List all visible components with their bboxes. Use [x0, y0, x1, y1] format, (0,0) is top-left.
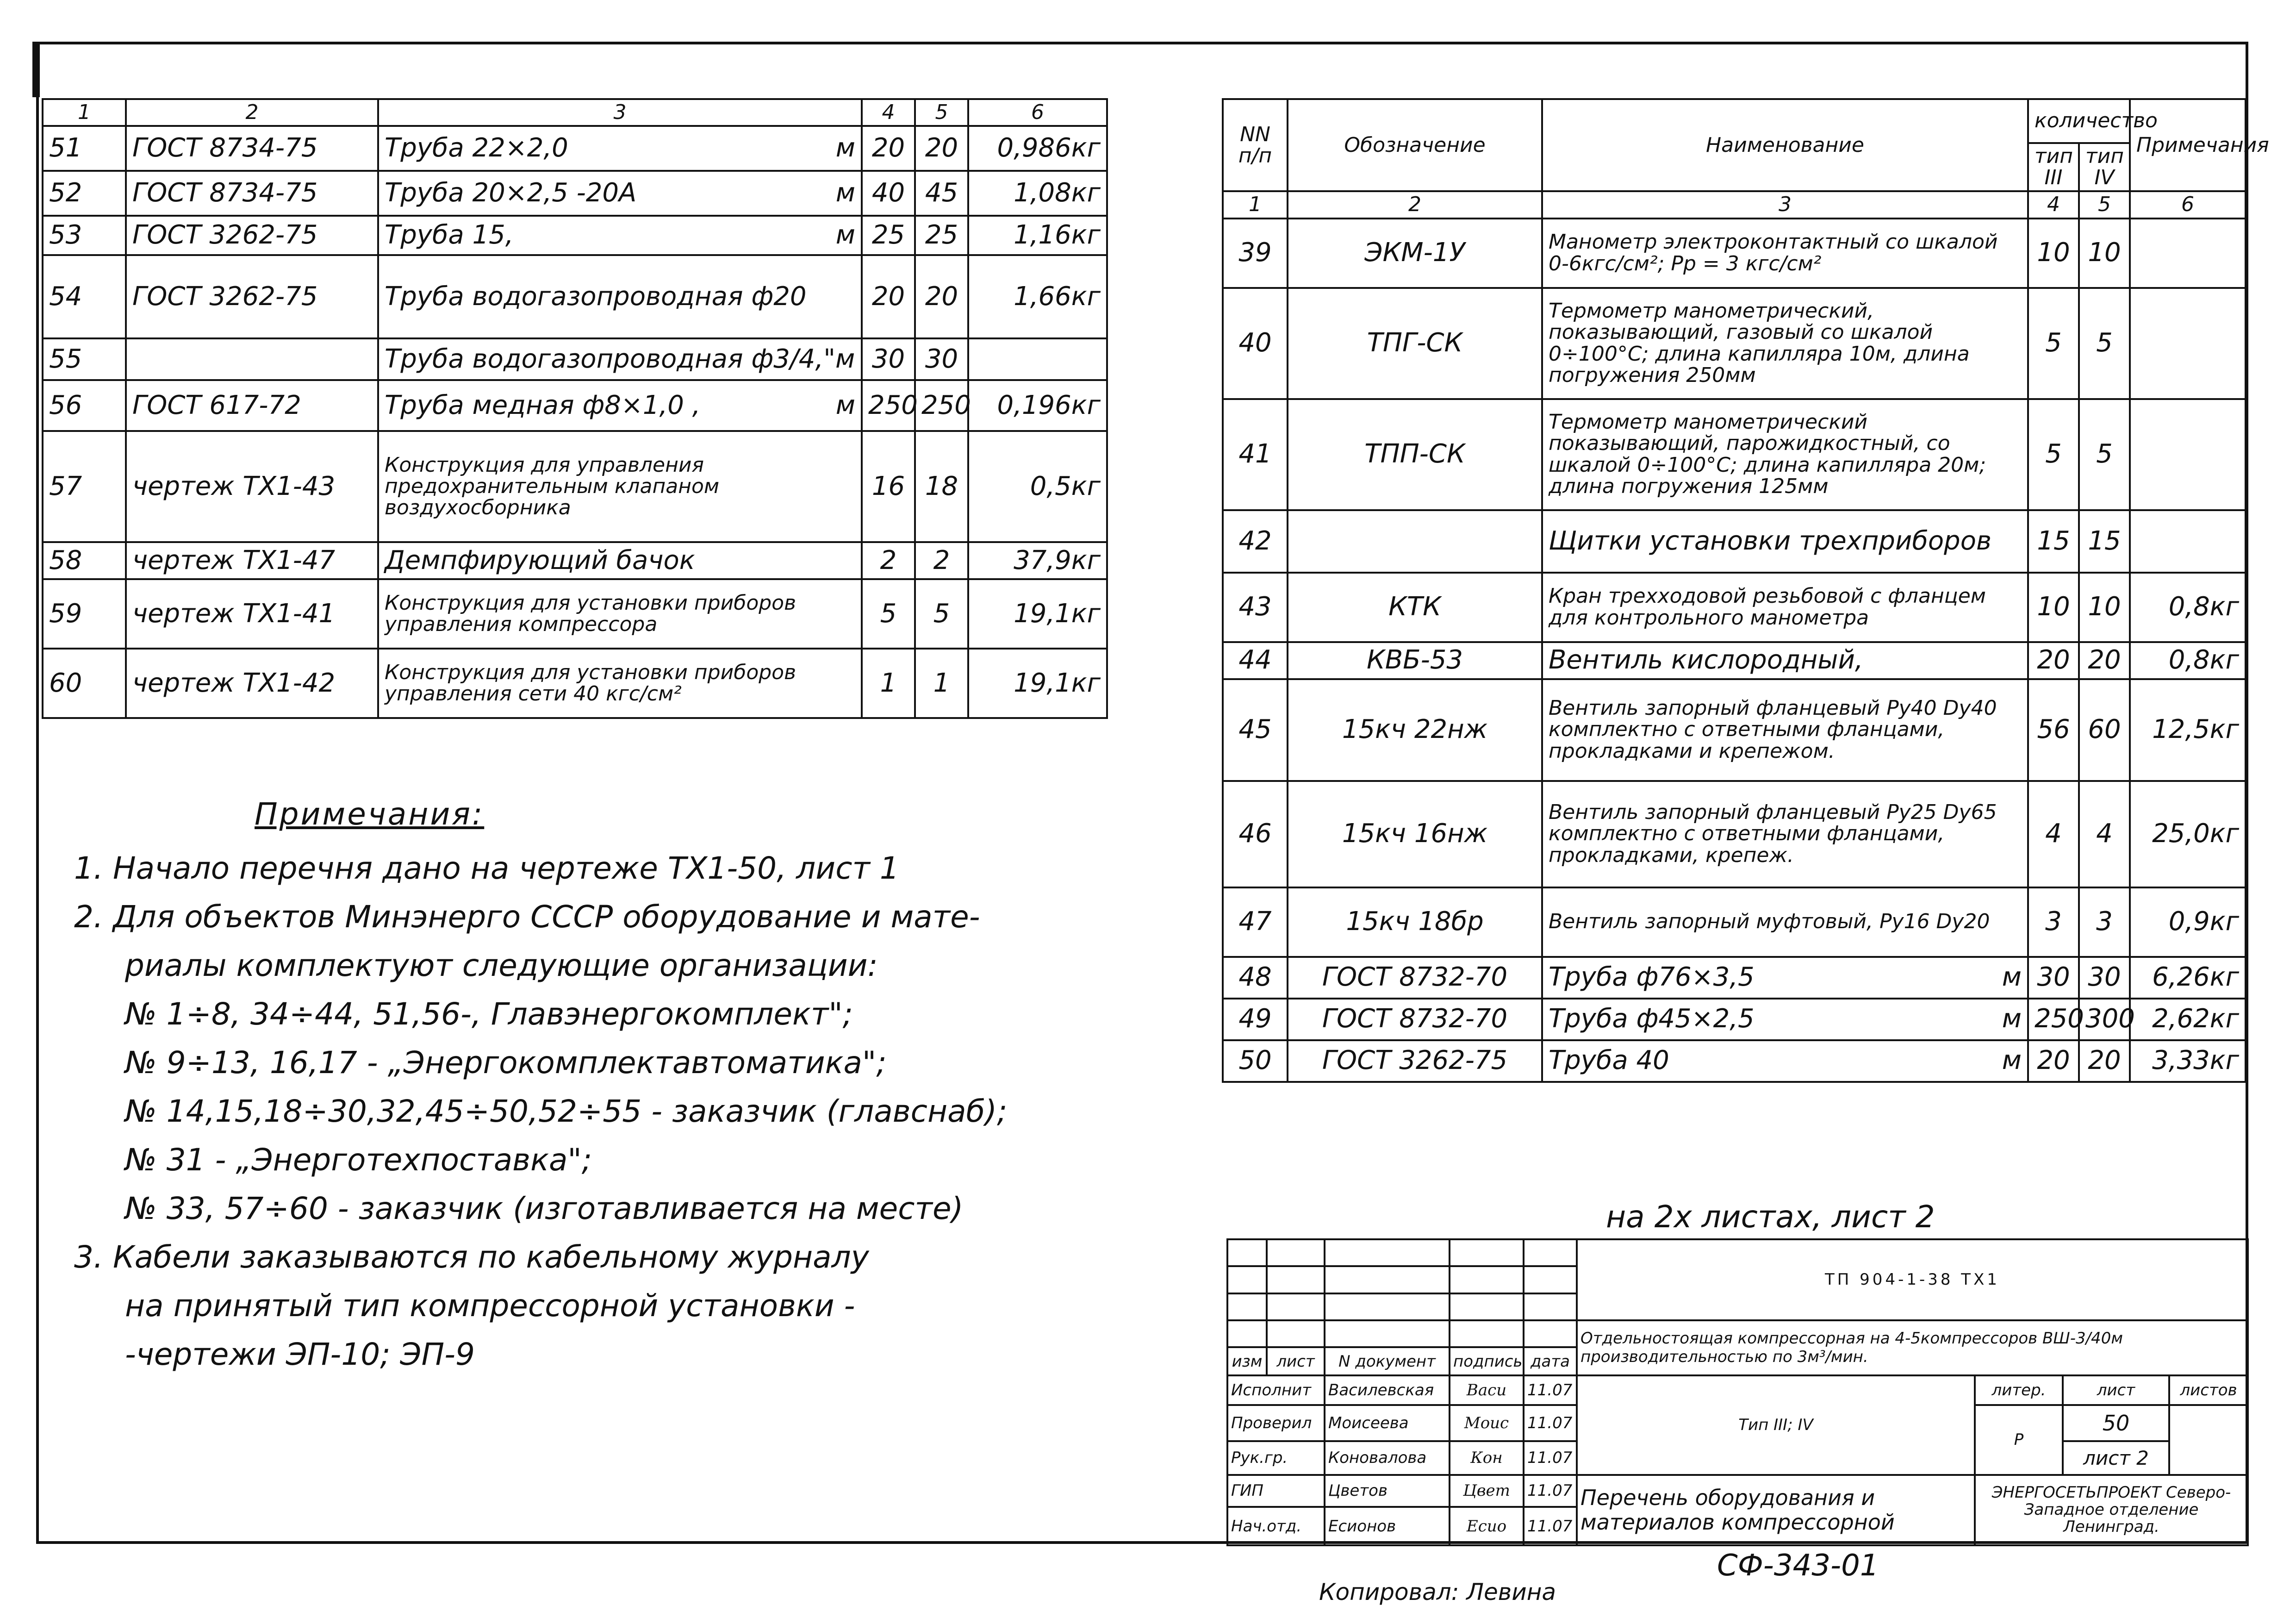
- row-unit: м: [835, 178, 855, 208]
- row-note: 25,0кг: [2130, 781, 2246, 887]
- row-number: 54: [43, 255, 126, 338]
- signer-name: Василевская: [1325, 1375, 1450, 1405]
- row-number: 46: [1223, 781, 1288, 887]
- sheets-note: на 2х листах, лист 2: [1606, 1199, 1935, 1235]
- row-number: 51: [43, 126, 126, 171]
- caption-sheet: лист: [1267, 1347, 1325, 1375]
- row-qty-type4: 300: [2079, 999, 2130, 1040]
- col-6-number: 6: [2130, 191, 2246, 218]
- row-name: [378, 380, 862, 431]
- row-mass: 1,66кг: [968, 255, 1107, 338]
- row-qty-type3: 20: [862, 255, 915, 338]
- row-number: 53: [43, 216, 126, 255]
- signer-date: 11.07: [1524, 1441, 1577, 1474]
- table-row: [43, 126, 1107, 171]
- row-qty-type3: 56: [2028, 679, 2079, 781]
- table-row: [43, 171, 1107, 216]
- notes-block: [74, 796, 1139, 1385]
- caption-signature: подпись: [1450, 1347, 1524, 1375]
- row-designation: ТПГ-СК: [1288, 288, 1542, 399]
- row-number: 57: [43, 431, 126, 542]
- row-qty-type4: 20: [915, 255, 968, 338]
- note-line: -чертежи ЭП-10; ЭП-9: [125, 1337, 475, 1372]
- type-label: Тип III; IV: [1577, 1375, 1975, 1474]
- signer-role: Исполнит: [1227, 1375, 1325, 1405]
- row-qty-type3: 250: [2028, 999, 2079, 1040]
- signer-name: Есионов: [1325, 1507, 1450, 1545]
- row-qty-type3: 20: [862, 126, 915, 171]
- signer-signature: Кон: [1450, 1441, 1524, 1474]
- row-qty-type3: 2: [862, 542, 915, 579]
- row-name: Манометр электроконтактный со шкалой 0-6кгс/см²; Рр = 3 кгс/см²: [1542, 219, 2028, 288]
- row-mass: 37,9кг: [968, 542, 1107, 579]
- row-qty-type3: 250: [862, 380, 915, 431]
- row-document: ГОСТ 8734-75: [126, 126, 378, 171]
- col-2-number: 2: [1288, 191, 1542, 218]
- row-unit: м: [835, 133, 855, 163]
- row-number: 58: [43, 542, 126, 579]
- row-qty-type4: 2: [915, 542, 968, 579]
- row-name: Конструкция для установки приборов управления компрессора: [378, 579, 862, 649]
- row-note: [2130, 510, 2246, 573]
- row-mass: [968, 338, 1107, 380]
- table-row: [1223, 219, 2246, 288]
- row-name-text: Труба ф45×2,5: [1549, 1004, 1755, 1034]
- row-name: Конструкция для управления предохранительным клапаном воздухосборника: [378, 431, 862, 542]
- table-row: [43, 542, 1107, 579]
- signer-role: Рук.гр.: [1227, 1441, 1325, 1474]
- row-mass: 0,986кг: [968, 126, 1107, 171]
- row-qty-type4: 30: [915, 338, 968, 380]
- row-qty-type4: 10: [2079, 219, 2130, 288]
- row-qty-type4: 18: [915, 431, 968, 542]
- row-designation: ЭКМ-1У: [1288, 219, 1542, 288]
- table-row: [1223, 1040, 2246, 1082]
- table-row: [1223, 957, 2246, 999]
- signer-signature: Васи: [1450, 1375, 1524, 1405]
- signer-date: 11.07: [1524, 1405, 1577, 1442]
- signer-date: 11.07: [1524, 1375, 1577, 1405]
- notes-header: Примечания: [2130, 99, 2246, 191]
- designation-header: Обозначение: [1288, 99, 1542, 191]
- row-qty-type3: 1: [862, 649, 915, 718]
- row-number: 39: [1223, 219, 1288, 288]
- row-unit: м: [2002, 962, 2022, 993]
- row-mass: 0,5кг: [968, 431, 1107, 542]
- notes-title: Примечания:: [255, 796, 485, 832]
- col-6-header: 6: [968, 99, 1107, 126]
- table-row: [1223, 642, 2246, 679]
- signer-role: Проверил: [1227, 1405, 1325, 1442]
- row-name: [1542, 999, 2028, 1040]
- row-number: 59: [43, 579, 126, 649]
- row-name: Щитки установки трехприборов: [1542, 510, 2028, 573]
- row-note: 2,62кг: [2130, 999, 2246, 1040]
- row-number: 42: [1223, 510, 1288, 573]
- row-qty-type3: 5: [2028, 288, 2079, 399]
- row-mass: 1,08кг: [968, 171, 1107, 216]
- row-number: 50: [1223, 1040, 1288, 1082]
- organization: ЭНЕРГОСЕТЬПРОЕКТ Северо-Западное отделение Ленинград.: [1975, 1475, 2248, 1546]
- row-qty-type4: 20: [2079, 1040, 2130, 1082]
- note-line: № 31 - „Энерготехпоставка";: [125, 1142, 592, 1178]
- signer-role: Нач.отд.: [1227, 1507, 1325, 1545]
- type4-header: тип IV: [2079, 143, 2130, 191]
- row-note: 0,8кг: [2130, 642, 2246, 679]
- col-3-header: 3: [378, 99, 862, 126]
- row-designation: 15кч 22нж: [1288, 679, 1542, 781]
- table-row: [1223, 573, 2246, 642]
- row-qty-type4: 4: [2079, 781, 2130, 887]
- row-name-text: Труба 40: [1549, 1045, 1669, 1076]
- row-number: 47: [1223, 887, 1288, 957]
- caption-date: дата: [1524, 1347, 1577, 1375]
- row-name: Труба водогазопроводная ф20: [378, 255, 862, 338]
- row-name: Вентиль запорный фланцевый Ру40 Dу40 комплектно с ответными фланцами, прокладками и крепежом.: [1542, 679, 2028, 781]
- table-row: [1223, 679, 2246, 781]
- row-note: 0,9кг: [2130, 887, 2246, 957]
- row-document: [126, 338, 378, 380]
- quantity-header: количество: [2028, 99, 2130, 143]
- row-name-text: Труба 20×2,5 -20А: [385, 178, 637, 208]
- row-number: 52: [43, 171, 126, 216]
- row-designation: ГОСТ 8732-70: [1288, 957, 1542, 999]
- row-document: ГОСТ 617-72: [126, 380, 378, 431]
- right-table-header: [1223, 99, 2246, 143]
- row-qty-type3: 4: [2028, 781, 2079, 887]
- row-designation: 15кч 16нж: [1288, 781, 1542, 887]
- row-qty-type4: 250: [915, 380, 968, 431]
- row-qty-type3: 10: [2028, 219, 2079, 288]
- row-mass: 19,1кг: [968, 649, 1107, 718]
- row-name: Кран трехходовой резьбовой с фланцем для контрольного манометра: [1542, 573, 2028, 642]
- signer-role: ГИП: [1227, 1475, 1325, 1507]
- left-equipment-table: [42, 98, 1108, 719]
- row-mass: 0,196кг: [968, 380, 1107, 431]
- project-description: Отдельностоящая компрессорная на 4-5компрессоров ВШ-3/40м производительностью по 3м³/мин.: [1577, 1320, 2248, 1375]
- sheet-number: 50: [2063, 1405, 2169, 1442]
- row-qty-type3: 20: [2028, 642, 2079, 679]
- note-line: 2. Для объектов Минэнерго СССР оборудование и мате-: [74, 899, 980, 935]
- signer-signature: Цвет: [1450, 1475, 1524, 1507]
- row-number: 43: [1223, 573, 1288, 642]
- note-line: № 14,15,18÷30,32,45÷50,52÷55 - заказчик (главснаб);: [125, 1093, 1008, 1129]
- nn-header: NN п/п: [1223, 99, 1288, 191]
- row-name: Термометр манометрический показывающий, парожидкостный, со шкалой 0÷100°С; длина капилляра 20м; длина погружения 125мм: [1542, 399, 2028, 510]
- row-qty-type3: 20: [2028, 1040, 2079, 1082]
- row-qty-type3: 16: [862, 431, 915, 542]
- row-designation: КВБ-53: [1288, 642, 1542, 679]
- signer-name: Коновалова: [1325, 1441, 1450, 1474]
- row-qty-type4: 5: [2079, 399, 2130, 510]
- table-row: [43, 216, 1107, 255]
- note-line: риалы комплектуют следующие организации:: [125, 948, 878, 983]
- row-unit: м: [2002, 1045, 2022, 1076]
- signer-date: 11.07: [1524, 1507, 1577, 1545]
- type3-header: тип III: [2028, 143, 2079, 191]
- row-qty-type3: 30: [2028, 957, 2079, 999]
- row-qty-type3: 40: [862, 171, 915, 216]
- row-qty-type4: 5: [915, 579, 968, 649]
- row-name-text: Труба 15,: [385, 220, 514, 250]
- row-number: 48: [1223, 957, 1288, 999]
- col-4-number: 4: [2028, 191, 2079, 218]
- table-row: [43, 579, 1107, 649]
- signer-signature: Есио: [1450, 1507, 1524, 1545]
- row-number: 56: [43, 380, 126, 431]
- row-name: [378, 171, 862, 216]
- row-qty-type4: 3: [2079, 887, 2130, 957]
- frame-margin-mark: [32, 42, 40, 97]
- row-designation: ТПП-СК: [1288, 399, 1542, 510]
- signer-date: 11.07: [1524, 1475, 1577, 1507]
- row-name-text: Труба медная ф8×1,0 ,: [385, 390, 701, 420]
- row-document: чертеж ТХ1-43: [126, 431, 378, 542]
- row-unit: м: [835, 220, 855, 250]
- note-line: 1. Начало перечня дано на чертеже ТХ1-50, лист 1: [74, 850, 899, 886]
- row-name: [1542, 957, 2028, 999]
- table-row: [43, 649, 1107, 718]
- table-row: [1223, 887, 2246, 957]
- row-qty-type3: 25: [862, 216, 915, 255]
- title-block: [1226, 1238, 2247, 1546]
- row-document: ГОСТ 3262-75: [126, 216, 378, 255]
- row-qty-type3: 30: [862, 338, 915, 380]
- row-qty-type3: 10: [2028, 573, 2079, 642]
- note-line: № 33, 57÷60 - заказчик (изготавливается на месте): [125, 1191, 964, 1226]
- row-qty-type4: 20: [915, 126, 968, 171]
- row-number: 41: [1223, 399, 1288, 510]
- row-note: [2130, 288, 2246, 399]
- row-name: Вентиль запорный фланцевый Ру25 Dу65 комплектно с ответными фланцами, прокладками, крепеж.: [1542, 781, 2028, 887]
- row-name: Вентиль запорный муфтовый, Ру16 Dу20: [1542, 887, 2028, 957]
- signer-name: Моисеева: [1325, 1405, 1450, 1442]
- table-row: [1223, 999, 2246, 1040]
- sheet-sub: лист 2: [2063, 1441, 2169, 1474]
- right-equipment-table: [1222, 98, 2269, 1083]
- row-name: Труба водогазопроводная ф3/4,"м: [378, 338, 862, 380]
- row-designation: КТК: [1288, 573, 1542, 642]
- signer-name: Цветов: [1325, 1475, 1450, 1507]
- row-qty-type4: 15: [2079, 510, 2130, 573]
- table-row: [1223, 399, 2246, 510]
- table-row: [43, 431, 1107, 542]
- row-note: 0,8кг: [2130, 573, 2246, 642]
- row-qty-type4: 1: [915, 649, 968, 718]
- sheet-caption: лист: [2063, 1375, 2169, 1405]
- row-name: Демпфирующий бачок: [378, 542, 862, 579]
- note-line: 3. Кабели заказываются по кабельному журналу: [74, 1239, 869, 1275]
- copied-by: Копировал: Левина: [1319, 1579, 1556, 1605]
- table-row: [43, 380, 1107, 431]
- sheets-caption: листов: [2169, 1375, 2248, 1405]
- row-number: 45: [1223, 679, 1288, 781]
- row-document: чертеж ТХ1-47: [126, 542, 378, 579]
- row-note: 6,26кг: [2130, 957, 2246, 999]
- note-line: на принятый тип компрессорной установки -: [125, 1288, 855, 1324]
- col-2-header: 2: [126, 99, 378, 126]
- row-note: 12,5кг: [2130, 679, 2246, 781]
- row-name: [1542, 1040, 2028, 1082]
- note-line: № 9÷13, 16,17 - „Энергокомплектавтоматика";: [125, 1045, 887, 1081]
- row-designation: ГОСТ 8732-70: [1288, 999, 1542, 1040]
- stage-caption: литер.: [1975, 1375, 2063, 1405]
- row-qty-type4: 10: [2079, 573, 2130, 642]
- row-qty-type4: 45: [915, 171, 968, 216]
- table-row: [43, 255, 1107, 338]
- row-designation: [1288, 510, 1542, 573]
- drawing-code: ТП 904-1-38 ТХ1: [1577, 1239, 2248, 1320]
- row-note: [2130, 219, 2246, 288]
- row-number: 49: [1223, 999, 1288, 1040]
- row-note: [2130, 399, 2246, 510]
- col-4-header: 4: [862, 99, 915, 126]
- row-qty-type3: 5: [2028, 399, 2079, 510]
- col-1-header: 1: [43, 99, 126, 126]
- row-number: 55: [43, 338, 126, 380]
- col-5-header: 5: [915, 99, 968, 126]
- row-number: 44: [1223, 642, 1288, 679]
- table-row: [43, 338, 1107, 380]
- col-3-number: 3: [1542, 191, 2028, 218]
- row-designation: 15кч 18бр: [1288, 887, 1542, 957]
- row-document: ГОСТ 3262-75: [126, 255, 378, 338]
- row-unit: м: [2002, 1004, 2022, 1034]
- row-document: ГОСТ 8734-75: [126, 171, 378, 216]
- table-row: [1223, 510, 2246, 573]
- row-mass: 1,16кг: [968, 216, 1107, 255]
- stage-value: Р: [1975, 1405, 2063, 1475]
- title-block-grid: [1226, 1238, 2249, 1546]
- row-number: 40: [1223, 288, 1288, 399]
- row-qty-type3: 15: [2028, 510, 2079, 573]
- sheet-title: Перечень оборудования и материалов компрессорной: [1577, 1475, 1975, 1546]
- note-line: № 1÷8, 34÷44, 51,56-, Главэнергокомплект";: [125, 996, 853, 1032]
- left-table-header: [43, 99, 1107, 126]
- table-row: [1223, 288, 2246, 399]
- row-name: Конструкция для установки приборов управления сети 40 кгс/см²: [378, 649, 862, 718]
- row-document: чертеж ТХ1-42: [126, 649, 378, 718]
- row-name-text: Труба 22×2,0: [385, 133, 568, 163]
- caption-document: N документ: [1325, 1347, 1450, 1375]
- row-qty-type4: 30: [2079, 957, 2130, 999]
- row-document: чертеж ТХ1-41: [126, 579, 378, 649]
- row-number: 60: [43, 649, 126, 718]
- row-qty-type3: 3: [2028, 887, 2079, 957]
- row-unit: м: [835, 390, 855, 420]
- caption-change: изм: [1227, 1347, 1267, 1375]
- col-5-number: 5: [2079, 191, 2130, 218]
- row-qty-type4: 25: [915, 216, 968, 255]
- signer-signature: Моис: [1450, 1405, 1524, 1442]
- right-table-colnumbers: [1223, 191, 2246, 218]
- row-name: [378, 126, 862, 171]
- row-qty-type4: 20: [2079, 642, 2130, 679]
- row-qty-type3: 5: [862, 579, 915, 649]
- row-note: 3,33кг: [2130, 1040, 2246, 1082]
- row-name: Термометр манометрический, показывающий, газовый со шкалой 0÷100°С; длина капилляра 10м, длина погружения 250мм: [1542, 288, 2028, 399]
- document-number: СФ-343-01: [1717, 1549, 1879, 1583]
- name-header: Наименование: [1542, 99, 2028, 191]
- row-name: Вентиль кислородный,: [1542, 642, 2028, 679]
- col-1-number: 1: [1223, 191, 1288, 218]
- row-name-text: Труба ф76×3,5: [1549, 962, 1755, 993]
- table-row: [1223, 781, 2246, 887]
- row-designation: ГОСТ 3262-75: [1288, 1040, 1542, 1082]
- row-qty-type4: 5: [2079, 288, 2130, 399]
- row-qty-type4: 60: [2079, 679, 2130, 781]
- row-name: [378, 216, 862, 255]
- row-mass: 19,1кг: [968, 579, 1107, 649]
